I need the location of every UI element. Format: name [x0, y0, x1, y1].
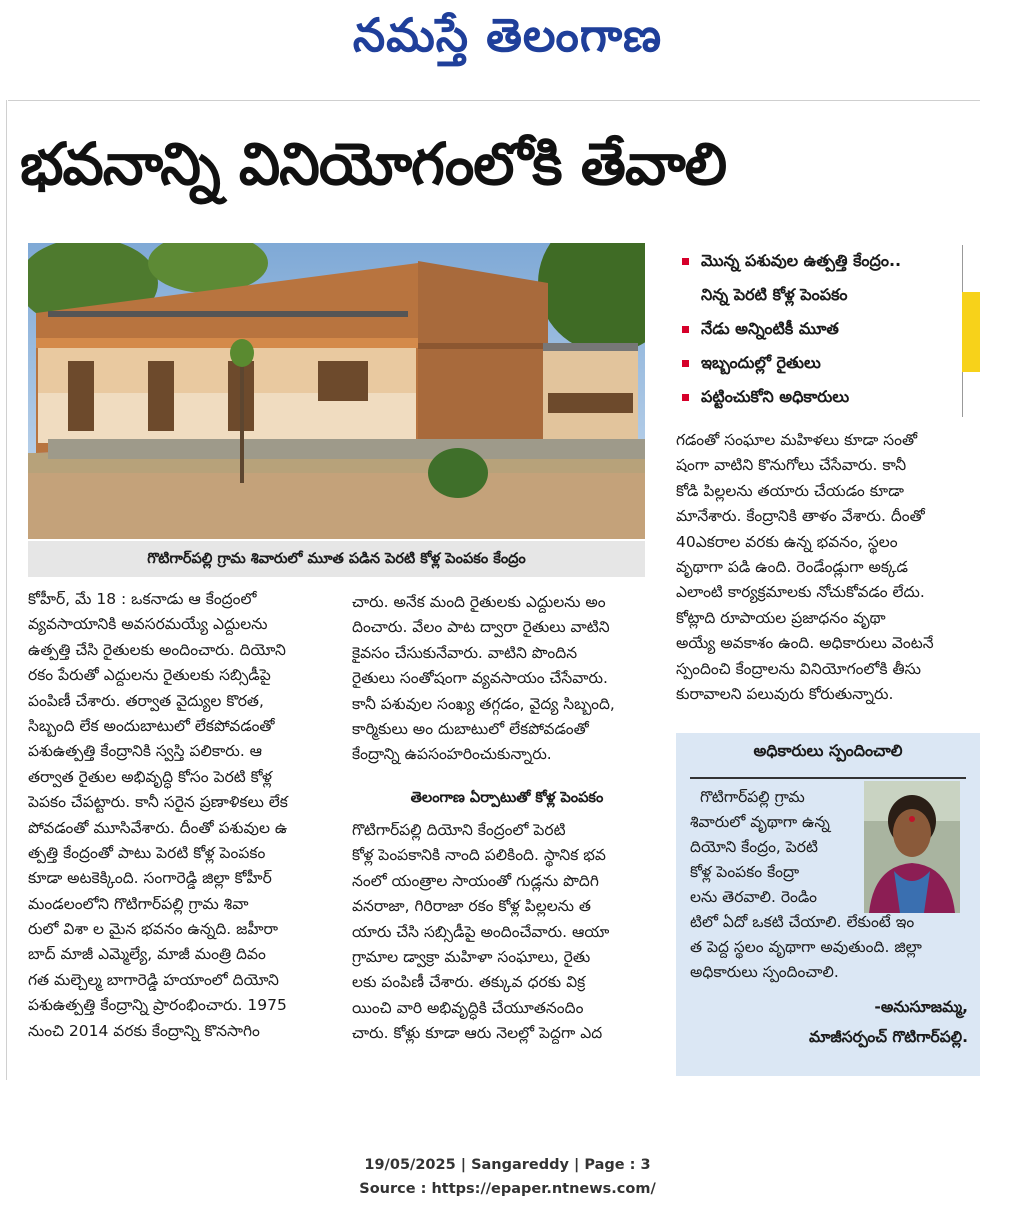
highlights-box [674, 245, 963, 417]
column-subheading: తెలంగాణ ఏర్పాటుతో కోళ్ల పెంపకం [410, 790, 604, 806]
highlight-item: ఇబ్బందుల్లో రైతులు [682, 353, 821, 376]
quote-signature-name: -అనుసూజమ్మ, [874, 998, 968, 1016]
highlight-item: నేడు అన్నింటికీ మూత [682, 319, 839, 342]
article-column-3: గడంతో సంఘాల మహిళలు కూడా సంతో షంగా వాటిని కొనుగోలు చేసేవారు. కానీ కోడి పిల్లలను తయారు చేయడం కూడా మానేశారు. కేంద్రానికి తాళం వేశారు. దీంతో 40ఎకరాల వరకు ఉన్న భవనం, స్థలం వృథాగా పడి ఉంది. రెండేండ్లుగా అక్కడ ఎలాంటి కార్యక్రమాలకు నోచుకోవడం లేదు. కోట్లాది రూపాయల ప్రజాధనం వృథా అయ్యే అవకాశం ఉంది. అధికారులు వెంటనే స్పందించి కేంద్రాలను వినియోగంలోకి తీసు కురావాలని పలువురు కోరుతున్నారు. [676, 431, 934, 703]
page-left-border [6, 100, 7, 1080]
footer-date-edition: 19/05/2025 | Sangareddy | Page : 3 [364, 1157, 651, 1173]
quote-signature-title: మాజీసర్పంచ్‌ గొటిగార్‌పల్లి. [809, 1028, 968, 1046]
article-column-1: కోహీర్‌, మే 18 : ఒకనాడు ఆ కేంద్రంలో వ్యవసాయానికి అవసరమయ్యే ఎద్దులను ఉత్పత్తి చేసి రైతులకు అందించారు. దియోని రకం పేరుతో ఎద్దులను రైతులకు సబ్సిడీపై పంపిణీ చేశారు. తర్వాత వైద్యుల కొరత, సిబ్బంది లేక అందుబాటులో లేకపోవడంతో పశుఉత్పత్తి కేంద్రానికి స్వస్తి పలికారు. ఆ తర్వాత రైతుల అభివృద్ధి కోసం పెరటి కోళ్ల పెపకం చేపట్టారు. కానీ సరైన ప్రణాళికలు లేక పోవడంతో మూసివేశారు. దీంతో పశువుల ఉ త్పత్తి కేంద్రంతో పాటు పెరటి కోళ్ల పెంపకం కూడా అటకెక్కింది. సంగారెడ్డి జిల్లా కోహీర్‌ మండలంలోని గొటిగార్‌పల్లి గ్రామ శివా రులో విశా ల మైన భవనం ఉన్నది. జహీరా బాద్‌ మాజీ ఎమ్మెల్యే, మాజీ మంత్రి దివం గత మల్చెల్మ బాగారెడ్డి హయాంలో దియోని పశుఉత్పత్తి కేంద్రాన్ని ప్రారంభించారు. 1975 నుంచి 2014 వరకు కేంద్రాన్ని కొనసాగిం [28, 590, 288, 1040]
quote-line: దియోని కేంద్రం, పెరటి [690, 838, 818, 856]
quote-line: శివారులో వృథాగా ఉన్న [690, 813, 830, 831]
quote-line: అధికారులు స్పందించాలి. [690, 963, 839, 981]
article-headline: భవనాన్ని వినియోగంలోకి తేవాలి [20, 130, 727, 198]
masthead-divider [8, 100, 980, 101]
quote-line: కోళ్ల పెంపకం కేంద్రా [690, 863, 800, 881]
bullet-square-icon [682, 360, 689, 367]
bullet-square-icon [682, 326, 689, 333]
footer-source: Source : https://epaper.ntnews.com/ [359, 1181, 656, 1197]
article-column-2-bottom: గొటిగార్‌పల్లి దియోని కేంద్రంలో పెరటి కోళ్ల పెంపకానికి నాంది పలికింది. స్థానిక భవ నంలో యంత్రాల సాయంతో గుడ్లను పొదిగి వనరాజా, గిరిరాజా రకం కోళ్ల పిల్లలను త యారు చేసి సబ్సిడీపై అందించేవారు. ఆయా గ్రామాల డ్వాక్రా మహిళా సంఘాలు, రైతు లకు పంపిణీ చేశారు. తక్కువ ధరకు విక్ర యించి వారి అభివృద్ధికి చేయూతనందిం చారు. కోళ్లు కూడా ఆరు నెలల్లో పెద్దగా ఎద [352, 821, 610, 1043]
bullet-square-icon [682, 394, 689, 401]
quote-line: టిలో ఏదో ఒకటి చేయాలి. లేకుంటే ఇం [690, 913, 915, 931]
quote-line: త పెద్ద స్థలం వృథాగా అవుతుంది. జిల్లా [690, 938, 922, 956]
bullet-square-icon [682, 258, 689, 265]
accent-bar [962, 292, 980, 372]
masthead-logo: నమస్తే తెలంగాణ [352, 8, 663, 62]
highlight-item: పట్టించుకోని అధికారులు [682, 387, 849, 410]
article-column-2-top: చారు. అనేక మంది రైతులకు ఎద్దులను అం దించారు. వేలం పాట ద్వారా రైతులు వాటిని కైవసం చేసుకునేవారు. వాటిని పొందిన రైతులు సంతోషంగా వ్యవసాయం చేసేవారు. కానీ పశువుల సంఖ్య తగ్గడం, వైద్య సిబ్బంది, కార్మికులు అం దుబాటులో లేకపోవడంతో కేంద్రాన్ని ఉపసంహరించుకున్నారు. [352, 593, 615, 764]
building-photo-illustration [28, 243, 645, 539]
article-photo [28, 243, 645, 539]
quote-box-title: అధికారులు స్పందించాలి [753, 741, 903, 760]
photo-caption: గొటిగార్‌పల్లి గ్రామ శివారులో మూత పడిన పెరటి కోళ్ల పెంపకం కేంద్రం [28, 541, 645, 577]
highlight-item: మొన్న పశువుల ఉత్పత్తి కేంద్రం.. [682, 251, 901, 274]
quote-line: లను తెరవాలి. రెండిం [690, 888, 818, 906]
person-portrait [864, 781, 960, 913]
quote-box [676, 733, 980, 1076]
quote-line: గొటిగార్‌పల్లి గ్రామ [700, 788, 805, 806]
quote-box-title-rule [690, 777, 966, 779]
highlight-item: నిన్న పెరటి కోళ్ల పెంపకం [701, 285, 848, 304]
portrait-illustration [864, 781, 960, 913]
